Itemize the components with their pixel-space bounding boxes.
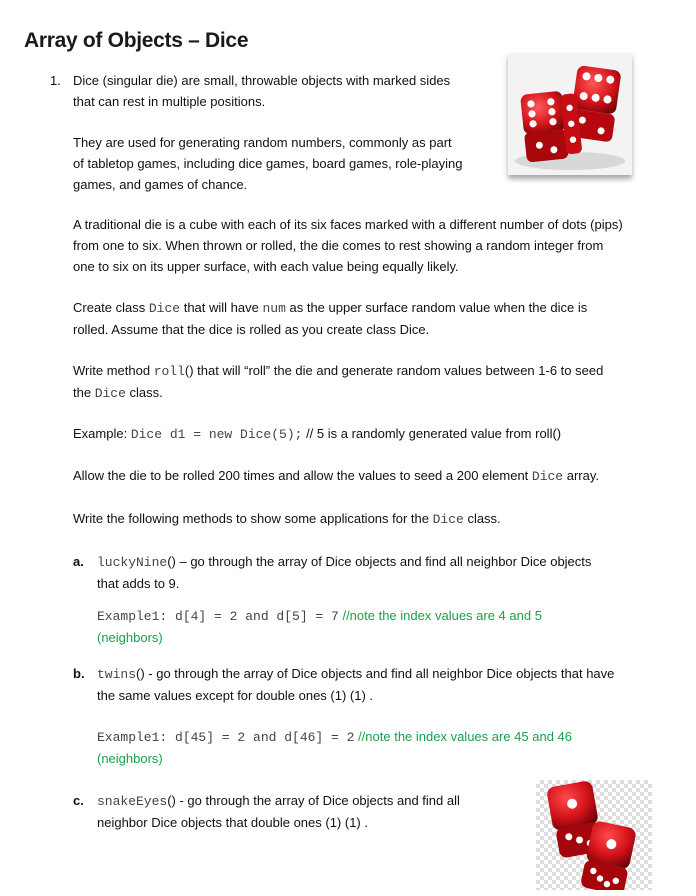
dice-pair-icon (508, 53, 632, 175)
item-b-example (97, 726, 572, 769)
text: as the upper surface random value when the dice is (285, 300, 588, 315)
example-comment: //note the index values are 45 and 46 (354, 729, 572, 744)
example-label: Example: (73, 426, 131, 441)
text-line: the same values except for double ones (1) (1) . (97, 688, 374, 703)
example-comment: (neighbors) (97, 751, 163, 766)
text: () - go through the array of Dice objects and find all (167, 793, 460, 808)
item-a-description (97, 551, 591, 594)
example-comment: // 5 is a randomly generated value from roll() (302, 426, 562, 441)
page-title: Array of Objects – Dice (24, 29, 249, 52)
text: () - go through the array of Dice objects and find all neighbor Dice objects that have (136, 666, 615, 681)
item-c-description (97, 790, 460, 833)
item-a-letter: a. (73, 554, 84, 569)
code-snakeeyes: snakeEyes (97, 794, 168, 809)
example-code: Dice d1 = new Dice(5); (130, 427, 303, 442)
item-b-description (97, 663, 614, 706)
code-twins: twins (97, 667, 137, 682)
text-line: from one to six. When thrown or rolled, the die comes to rest showing a random integer from (73, 238, 604, 253)
text: () – go through the array of Dice objects and find all neighbor Dice objects (167, 554, 592, 569)
example-code: Example1: d[45] = 2 and d[46] = 2 (97, 730, 355, 745)
text: the (73, 385, 95, 400)
text: class. (125, 385, 163, 400)
snake-eyes-dice-photo (536, 780, 652, 890)
text-line: neighbor Dice objects that double ones (1) (1) . (97, 815, 368, 830)
code-dice: Dice (432, 512, 464, 527)
code-num: num (262, 301, 286, 316)
text-line: games, and games of chance. (73, 177, 248, 192)
text-line: that can rest in multiple positions. (73, 94, 266, 109)
example-comment: (neighbors) (97, 630, 163, 645)
code-dice: Dice (531, 469, 564, 484)
text-line: A traditional die is a cube with each of its six faces marked with a different number of dots (pips) (73, 217, 623, 232)
methods-intro-paragraph (73, 508, 501, 530)
text-line: one to six on its upper surface, with each value being equally likely. (73, 259, 459, 274)
code-dice: Dice (148, 301, 181, 316)
text-line: that adds to 9. (97, 576, 180, 591)
item-a-example (97, 605, 542, 648)
text: array. (563, 468, 600, 483)
text: class. (463, 511, 501, 526)
text: that will have (180, 300, 263, 315)
roll-method-paragraph (73, 360, 603, 404)
text-line: rolled. Assume that the dice is rolled as you create class Dice. (73, 322, 430, 337)
text: Allow the die to be rolled 200 times and allow the values to seed a 200 element (73, 468, 532, 483)
text-line: Dice (singular die) are small, throwable objects with marked sides (73, 73, 451, 88)
text-line: of tabletop games, including dice games, board games, role-playing (73, 156, 463, 171)
intro-paragraph (73, 70, 450, 112)
traditional-die-paragraph (73, 214, 623, 277)
text: Create class (73, 300, 149, 315)
red-dice-photo (508, 53, 632, 175)
roll-200-paragraph (73, 465, 599, 487)
create-class-paragraph (73, 297, 587, 340)
text: Write method (73, 363, 154, 378)
item-b-letter: b. (73, 666, 85, 681)
code-luckynine: luckyNine (97, 555, 168, 570)
dice-pair-icon (536, 780, 652, 890)
usage-paragraph (73, 132, 463, 195)
item-c-letter: c. (73, 793, 84, 808)
example-comment: //note the index values are 4 and 5 (338, 608, 542, 623)
list-number: 1. (50, 73, 61, 88)
code-dice: Dice (94, 386, 126, 401)
text: () that will “roll” the die and generate random values between 1-6 to seed (184, 363, 604, 378)
example-line (73, 423, 561, 445)
example-code: Example1: d[4] = 2 and d[5] = 7 (97, 609, 339, 624)
text-line: They are used for generating random numbers, commonly as part (73, 135, 452, 150)
code-roll: roll (153, 364, 185, 379)
text: Write the following methods to show some applications for the (73, 511, 433, 526)
